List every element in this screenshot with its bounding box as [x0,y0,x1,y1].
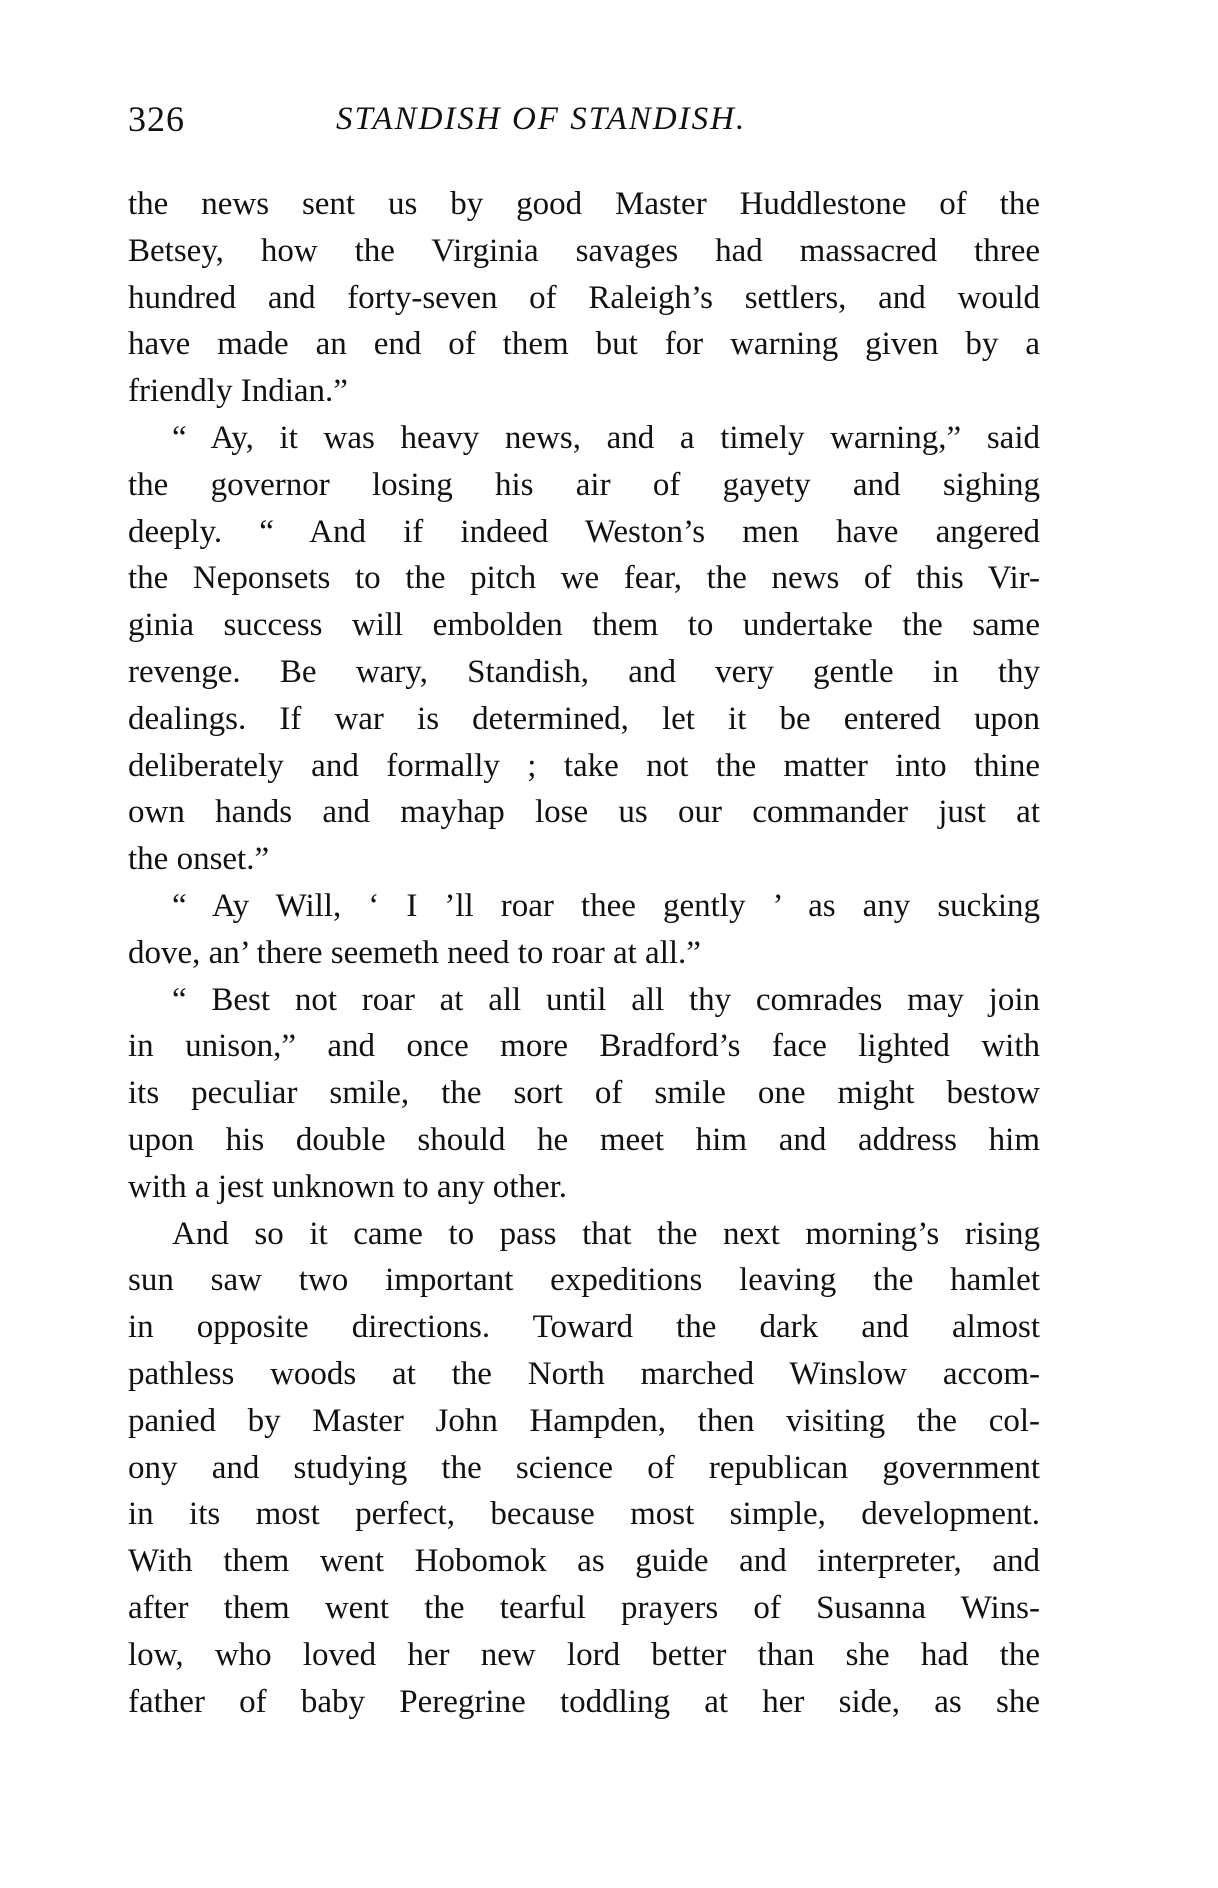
text-line: ony and studying the science of republican government [128,1449,1040,1486]
text-line: friendly Indian.” [128,373,348,410]
text-line: pathless woods at the North marched Winslow accom- [128,1355,1040,1392]
text-line: the Neponsets to the pitch we fear, the news of this Vir- [128,560,1040,597]
text-line: “ Ay Will, ‘ I ’ll roar thee gently ’ as any sucking [172,887,1040,924]
text-line: dove, an’ there seemeth need to roar at all.” [128,934,701,971]
text-line: low, who loved her new lord better than she had the [128,1636,1040,1673]
text-line: panied by Master John Hampden, then visiting the col- [128,1402,1040,1439]
text-line: With them went Hobomok as guide and interpreter, and [128,1543,1040,1580]
text-line: sun saw two important expeditions leaving the hamlet [128,1262,1040,1299]
text-line: deliberately and formally ; take not the matter into thine [128,747,1040,784]
text-line: the governor losing his air of gayety and sighing [128,466,1040,503]
text-line: “ Ay, it was heavy news, and a timely warning,” said [172,419,1040,456]
text-line: have made an end of them but for warning given by a [128,326,1040,363]
text-line: hundred and forty-seven of Raleigh’s settlers, and would [128,279,1040,316]
text-line: And so it came to pass that the next morning’s rising [172,1215,1040,1252]
text-line: the onset.” [128,841,270,878]
text-line: in opposite directions. Toward the dark and almost [128,1309,1040,1346]
text-line: dealings. If war is determined, let it be entered upon [128,700,1040,737]
text-line: after them went the tearful prayers of Susanna Wins- [128,1589,1040,1626]
text-line: father of baby Peregrine toddling at her side, as she [128,1683,1040,1720]
running-title: STANDISH OF STANDISH. [336,101,747,137]
text-line: in its most perfect, because most simple, development. [128,1496,1040,1533]
page-header [128,94,1048,144]
text-line: the news sent us by good Master Huddlestone of the [128,186,1040,222]
text-line: in unison,” and once more Bradford’s face lighted with [128,1028,1040,1065]
text-line: “ Best not roar at all until all thy comrades may join [172,981,1040,1018]
text-line: its peculiar smile, the sort of smile one might bestow [128,1075,1040,1112]
text-line: revenge. Be wary, Standish, and very gentle in thy [128,653,1040,690]
text-line: ginia success will embolden them to undertake the same [128,607,1040,644]
body-text [128,181,1040,1725]
text-line: upon his double should he meet him and address him [128,1121,1040,1158]
text-line: with a jest unknown to any other. [128,1168,568,1205]
text-line: Betsey, how the Virginia savages had massacred three [128,232,1040,269]
page-number: 326 [128,99,185,139]
text-line: own hands and mayhap lose us our commander just at [128,794,1040,831]
text-line: deeply. “ And if indeed Weston’s men have angered [128,513,1040,550]
